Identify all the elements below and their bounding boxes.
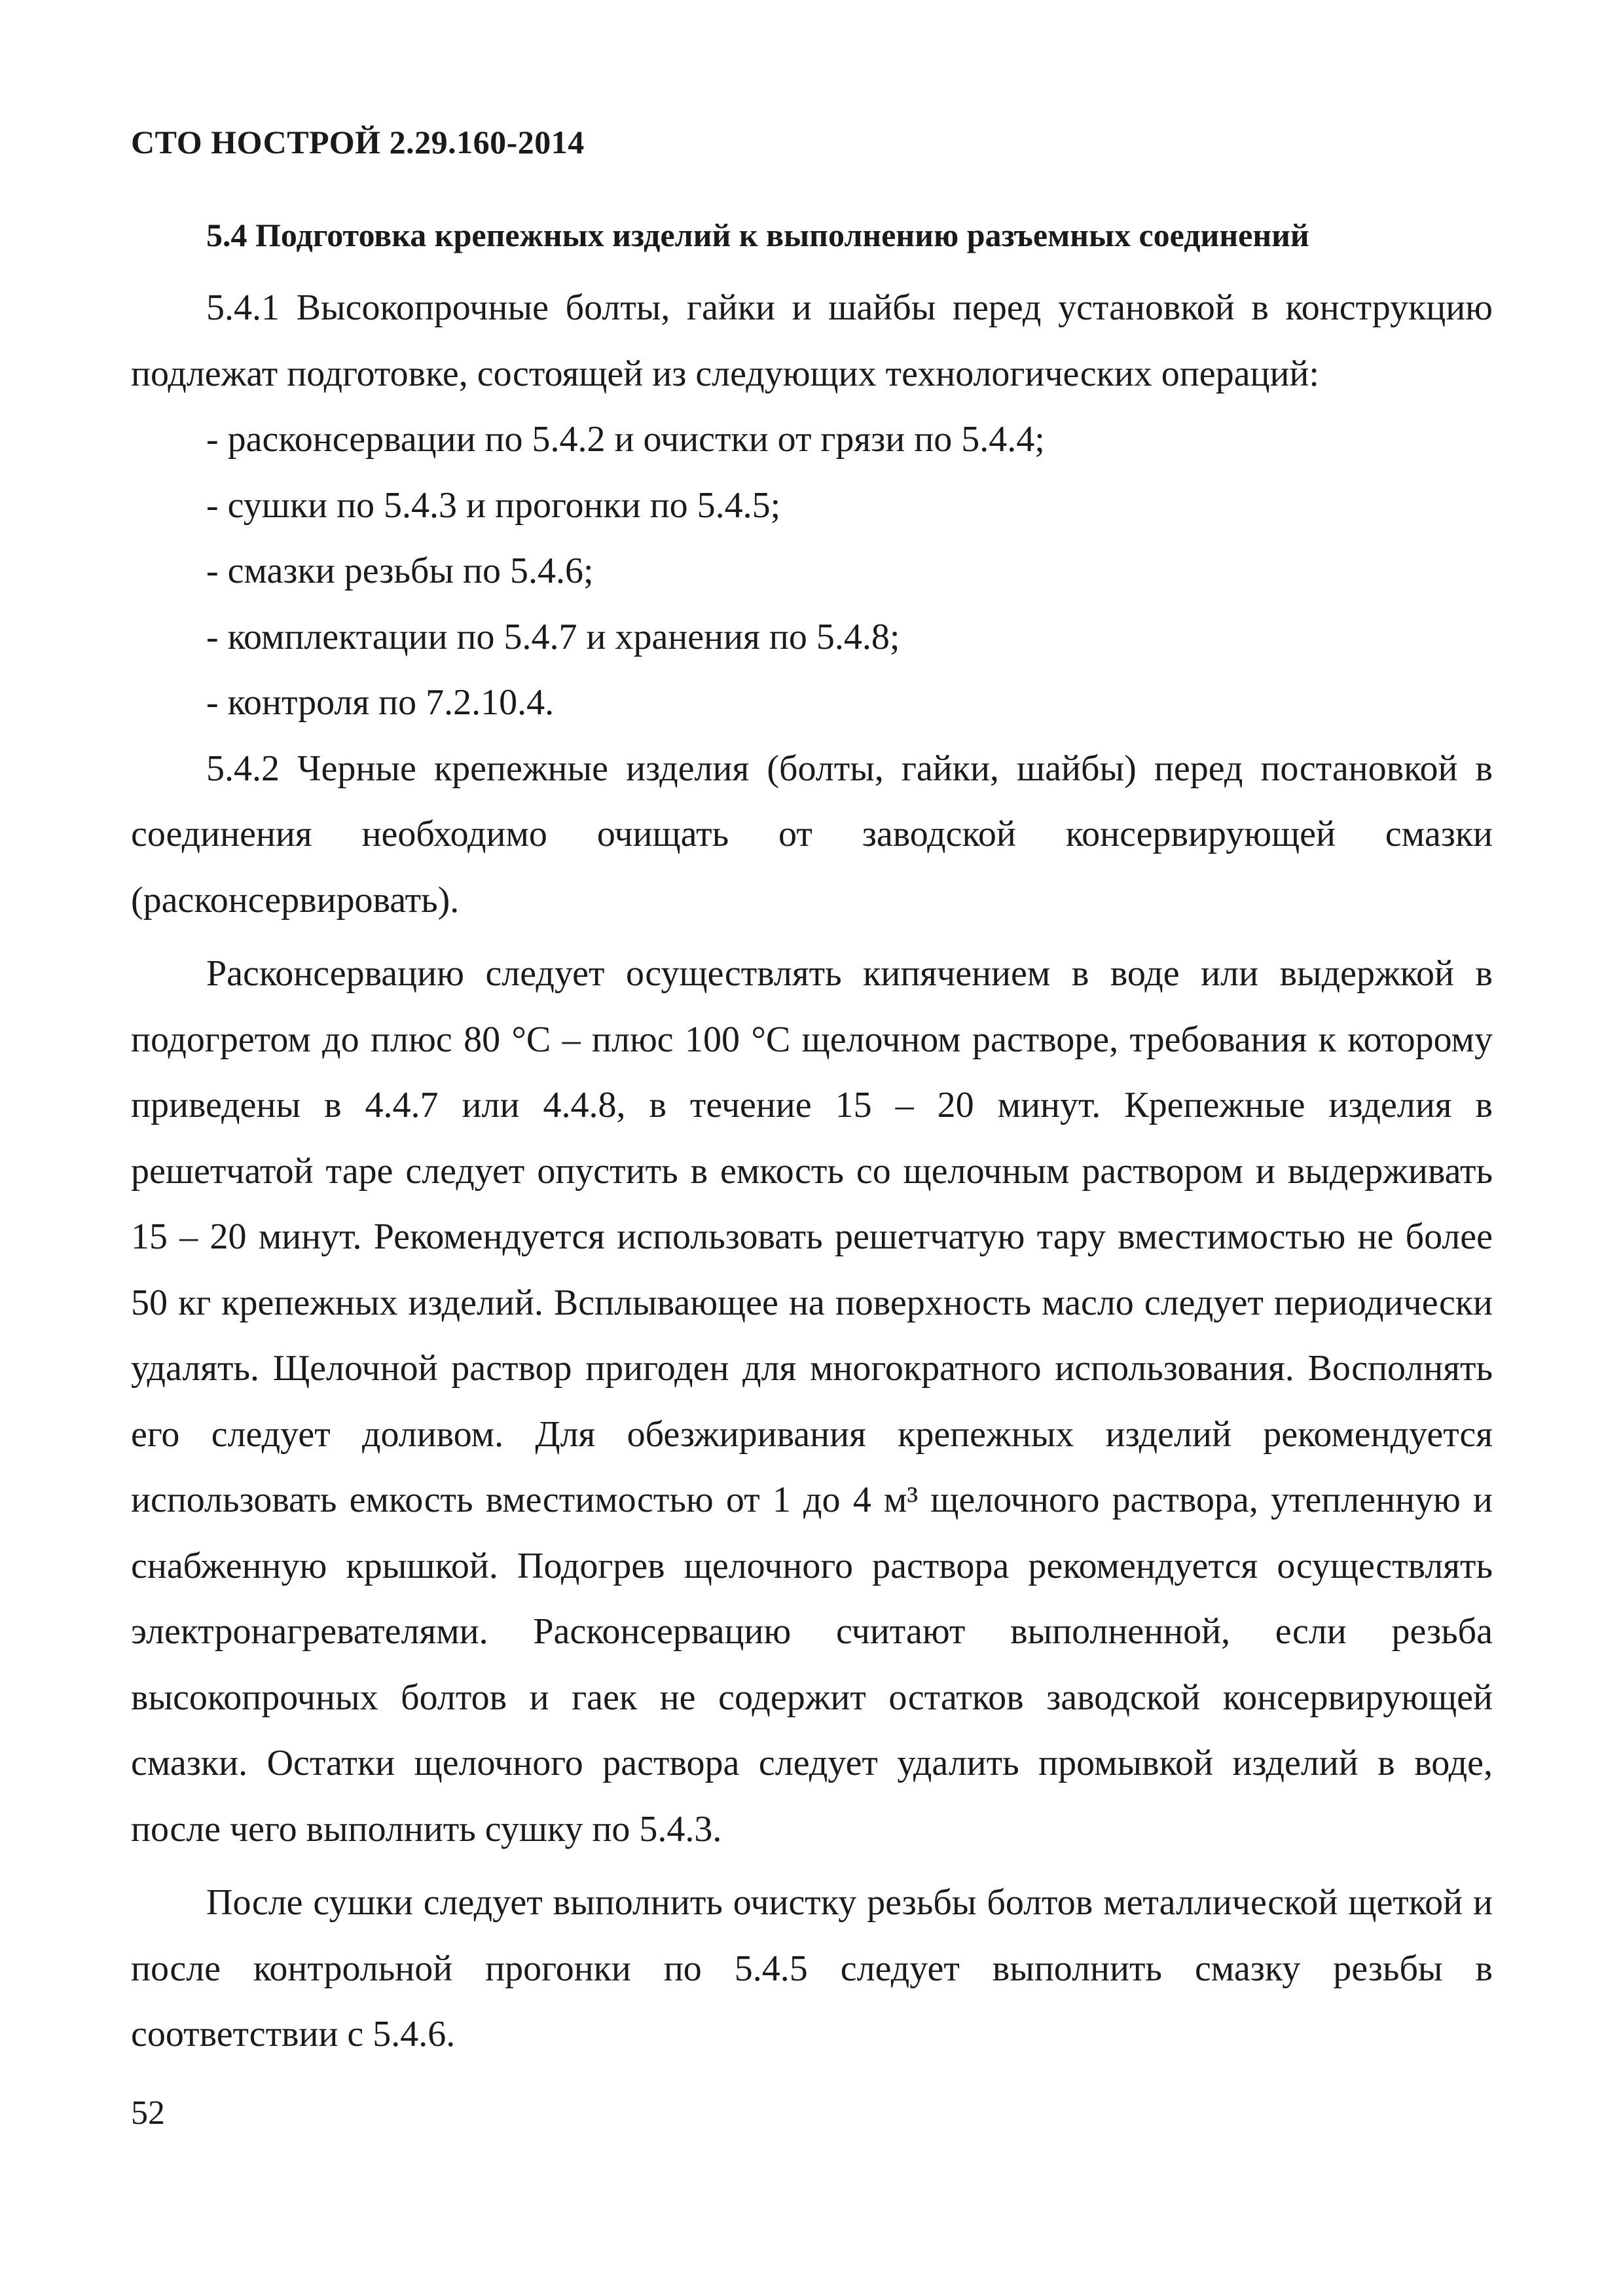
paragraph-deconservation: Расконсервацию следует осуществлять кипячением в воде или выдержкой в подогретом до плюс 80 °С – плюс 100 °С щелочном растворе, требования к которому приведены в 4.4.7 или 4.4.8, в течение 15 – 20 минут. Крепежные изделия в решетчатой таре следует опустить в емкость со щелочным раствором и выдерживать 15 – 20 минут. Рекомендуется использовать решетчатую тару вместимостью не более 50 кг крепежных изделий. Всплывающее на поверхность масло следует периодически удалять. Щелочной раствор пригоден для многократного использования. Восполнять его следует доливом. Для обезжиривания крепежных изделий рекомендуется использовать емкость вместимостью от 1 до 4 м³ щелочного раствора, утепленную и снабженную крышкой. Подогрев щелочного раствора рекомендуется осуществлять электронагревателями. Расконсервацию считают выполненной, если резьба высокопрочных болтов и гаек не содержит остатков заводской консервирующей смазки. Остатки щелочного раствора следует удалить промывкой изделий в воде, после чего выполнить сушку по 5.4.3. [131, 953, 1493, 1850]
list-item: - сушки по 5.4.3 и прогонки по 5.4.5; [206, 484, 781, 526]
paragraph-after-drying: После сушки следует выполнить очистку резьбы болтов металлической щеткой и после контрольной прогонки по 5.4.5 следует выполнить смазку резьбы в соответствии с 5.4.6. [131, 1882, 1493, 2054]
paragraph-5-4-1: 5.4.1 Высокопрочные болты, гайки и шайбы перед установкой в конструкцию подлежат подготовке, состоящей из следующих технологических операций: [131, 287, 1493, 394]
section-title: 5.4 Подготовка крепежных изделий к выполнению разъемных соединений [206, 217, 1309, 253]
page-number: 52 [131, 2094, 165, 2132]
body-text [131, 275, 1493, 2068]
list-item: - смазки резьбы по 5.4.6; [206, 551, 594, 591]
list-item: - расконсервации по 5.4.2 и очистки от грязи по 5.4.4; [206, 419, 1045, 460]
paragraph-5-4-2: 5.4.2 Черные крепежные изделия (болты, гайки, шайбы) перед постановкой в соединения необходимо очищать от заводской консервирующей смазки (расконсервировать). [131, 748, 1493, 920]
list-item: - контроля по 7.2.10.4. [206, 682, 555, 723]
list-item: - комплектации по 5.4.7 и хранения по 5.4.8; [206, 616, 900, 657]
document-header: СТО НОСТРОЙ 2.29.160-2014 [131, 124, 585, 160]
